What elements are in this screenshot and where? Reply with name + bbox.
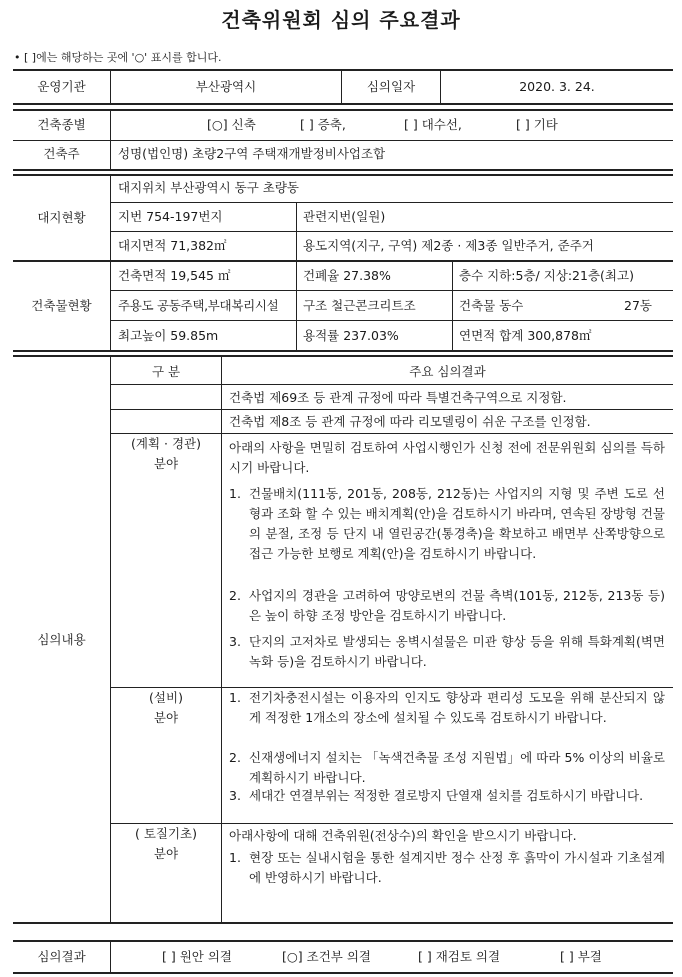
review-division-geotech-sub: 분야 (153, 846, 179, 861)
agency-value: 부산광역시 (195, 79, 257, 94)
list-item-text: 전기차충전시설는 이용자의 인지도 향상과 편리성 도모을 위해 분산되지 않게 적정한 1개소의 장소에 설치될 수 있도록 검토하시기 바랍니다. (249, 690, 665, 725)
review-general-1: 건축법 제69조 등 관계 규정에 따라 특별건축구역으로 지정함. (229, 390, 567, 405)
site-related-lot: 관련지번(일원) (303, 209, 386, 224)
list-item-number: 2. (229, 588, 241, 603)
list-item-number: 1. (229, 850, 241, 865)
building-area: 건축면적 19,545 ㎡ (118, 268, 231, 283)
review-division-facilities-sub: 분야 (153, 710, 179, 725)
result-option-original[interactable]: [ ] 원안 의결 (162, 949, 232, 964)
marking-note: • [ ]에는 해당하는 곳에 '○' 표시를 합니다. (14, 51, 222, 64)
agency-label: 운영기관 (37, 79, 86, 94)
review-result-header: 주요 심의결과 (409, 364, 486, 379)
list-item-number: 1. (229, 486, 241, 501)
review-division-facilities: (설비) (149, 690, 183, 705)
list-item-number: 3. (229, 788, 241, 803)
review-label: 심의내용 (37, 632, 86, 647)
site-area: 대지면적 71,382㎡ (118, 238, 227, 253)
building-total-floor-area: 연면적 합계 300,878㎡ (459, 328, 592, 343)
building-type-option-other[interactable]: [ ] 기타 (516, 117, 558, 132)
site-lot-number: 지번 754-197번지 (118, 209, 223, 224)
owner-label: 건축주 (43, 146, 80, 161)
review-division-planning-sub: 분야 (153, 456, 179, 471)
review-geotech-intro: 아래사항에 대해 건축위원(전상수)의 확인을 받으시기 바랍니다. (229, 828, 577, 843)
date-label: 심의일자 (366, 79, 416, 94)
owner-value: 성명(법인명) 초량2구역 주택재개발정비사업조합 (118, 146, 386, 161)
list-item-text: 현장 또는 실내시험을 통한 설계지반 정수 산정 후 흙막이 가시설과 기초설계에 반영하시기 바랍니다. (249, 850, 665, 885)
building-type-label: 건축종별 (37, 117, 86, 132)
site-label: 대지현황 (37, 210, 86, 225)
building-coverage: 건폐율 27.38% (303, 268, 391, 283)
building-max-height: 최고높이 59.85m (118, 328, 219, 343)
building-structure: 구조 철근콘크리트조 (303, 298, 416, 313)
building-floor-area-ratio: 용적률 237.03% (303, 328, 399, 343)
building-type-option-renovation[interactable]: [ ] 대수선, (404, 117, 462, 132)
building-label: 건축물현황 (31, 298, 92, 313)
result-option-rereview[interactable]: [ ] 재검토 의결 (418, 949, 501, 964)
list-item-text: 사업지의 경관을 고려하여 망양로변의 건물 측벽(101동, 212동, 213동 등)은 높이 하향 조정 방안을 검토하시기 바랍니다. (249, 588, 665, 623)
review-planning-intro: 아래의 사항을 면밀히 검토하여 사업시행인가 신청 전에 전문위원회 심의를 득하시기 바랍니다. (229, 440, 665, 475)
list-item-number: 3. (229, 634, 241, 649)
list-item-text: 건물배치(111동, 201동, 208동, 212동)는 사업지의 지형 및 주변 도로 선형과 조화 할 수 있는 배치계획(안)을 검토하시기 바라며, 연속된 장방형 건물의 분절, 조정 등 단지 내 열린공간(통경축)을 확보하고 배면부 산쪽방향으로 접근 가능한 보행로 계획(안)을 검토하시기 바랍니다. (249, 486, 665, 561)
date-value: 2020. 3. 24. (519, 79, 595, 94)
site-zoning: 용도지역(지구, 구역) 제2종 · 제3종 일반주거, 준주거 (303, 238, 594, 253)
review-division-planning: (계획 · 경관) (131, 436, 201, 451)
list-item-text: 세대간 연결부위는 적정한 결로방지 단열재 설치를 검토하시기 바랍니다. (249, 788, 644, 803)
review-general-2: 건축법 제8조 등 관계 규정에 따라 리모델링이 쉬운 구조를 인정함. (229, 414, 591, 429)
result-label: 심의결과 (37, 949, 86, 964)
page-title: 건축위원회 심의 주요결과 (221, 8, 461, 32)
building-floors: 층수 지하:5층/ 지상:21층(최고) (459, 268, 634, 283)
building-count-label: 건축물 동수 (459, 298, 524, 313)
review-division-geotech: ( 토질기초) (134, 826, 198, 841)
building-main-use: 주용도 공동주택,부대복리시설 (118, 298, 279, 313)
result-option-conditional[interactable]: [○] 조건부 의결 (282, 949, 371, 964)
site-location: 대지위치 부산광역시 동구 초량동 (118, 180, 299, 195)
building-type-option-new[interactable]: [○] 신축 (207, 117, 256, 132)
list-item-number: 2. (229, 750, 241, 765)
list-item-text: 단지의 고저차로 발생되는 옹벽시설물은 미관 향상 등을 위해 특화계획(벽면녹화 등)을 검토하시기 바랍니다. (249, 634, 665, 669)
result-option-rejected[interactable]: [ ] 부결 (560, 949, 602, 964)
list-item-number: 1. (229, 690, 241, 705)
building-count-value: 27동 (624, 298, 652, 313)
list-item-text: 신재생에너지 설치는 「녹색건축물 조성 지원법」에 따라 5% 이상의 비율로 계획하시기 바랍니다. (249, 750, 665, 785)
building-type-option-extension[interactable]: [ ] 증축, (300, 117, 346, 132)
review-division-header: 구 분 (151, 364, 181, 379)
